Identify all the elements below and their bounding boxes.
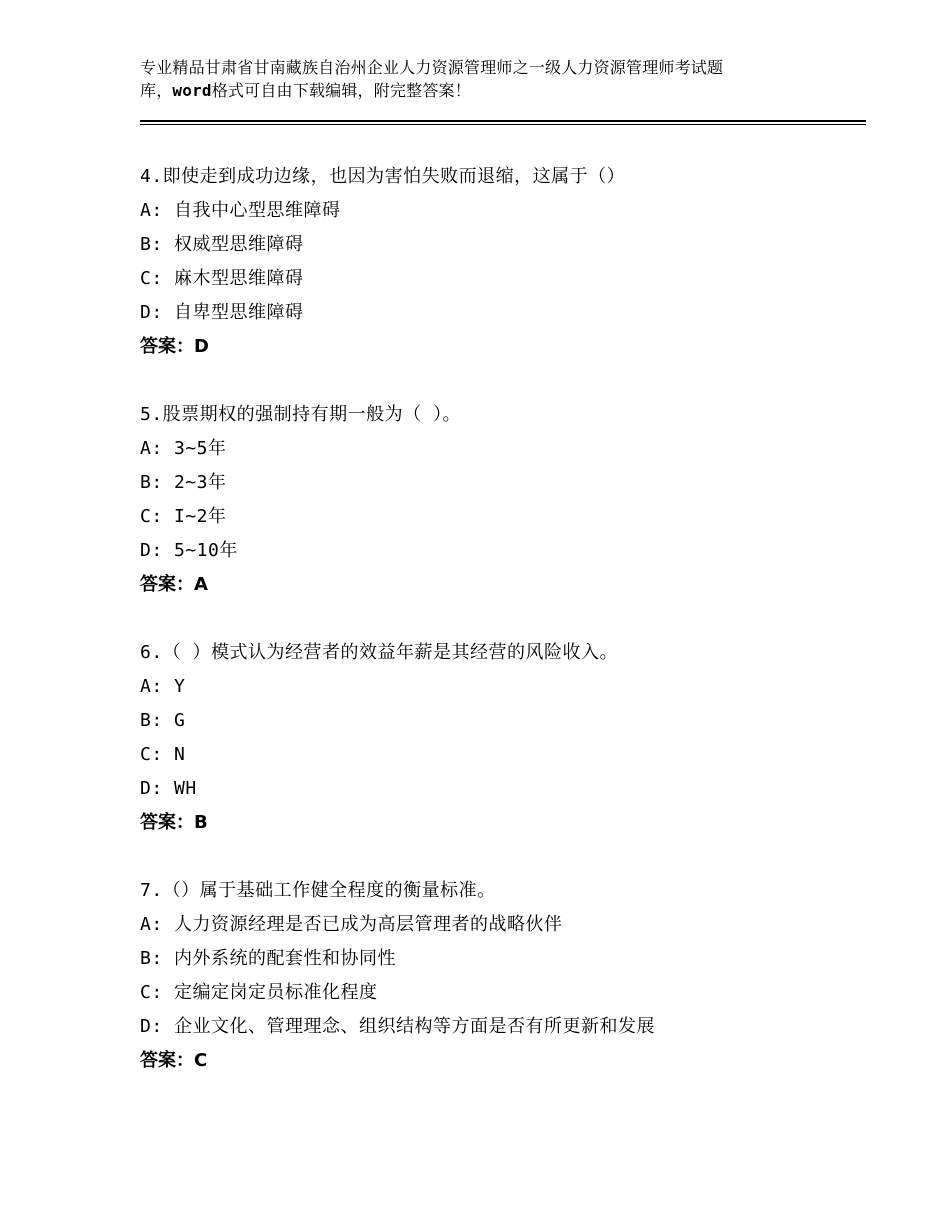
answer-key: 答案：A [140,574,208,595]
question-6 [140,636,880,840]
option-letter: C: [140,744,163,765]
option-letter: D: [140,778,163,799]
option-c [140,738,880,772]
option-letter: A: [140,200,163,221]
option-c [140,262,880,296]
option-a [140,194,880,228]
answer-key: 答案：D [140,336,209,357]
option-b [140,466,880,500]
option-letter: B: [140,234,163,255]
option-letter: D: [140,1016,163,1037]
option-text: 人力资源经理是否已成为高层管理者的战略伙伴 [174,914,563,935]
option-letter: B: [140,472,163,493]
question-stem: 4.即使走到成功边缘，也因为害怕失败而退缩，这属于（） [140,166,626,187]
option-letter: D: [140,302,163,323]
option-letter: A: [140,676,163,697]
header-divider-thin [140,124,866,125]
option-a [140,908,880,942]
option-c [140,976,880,1010]
option-text: Y [174,676,186,697]
option-b [140,942,880,976]
option-text: I~2年 [174,506,227,527]
header-line-1: 专业精品甘肃省甘南藏族自治州企业人力资源管理师之一级人力资源管理师考试题 [140,58,724,77]
header-line-2-prefix: 库， [140,81,173,100]
option-text: 3~5年 [174,438,227,459]
option-text: 内外系统的配套性和协同性 [174,948,396,969]
question-list [140,160,880,1112]
option-text: 2~3年 [174,472,227,493]
option-text: G [174,710,186,731]
question-stem: 7.（）属于基础工作健全程度的衡量标准。 [140,880,496,901]
question-stem: 5.股票期权的强制持有期一般为（ ）。 [140,404,462,425]
option-a [140,432,880,466]
question-stem: 6.（ ）模式认为经营者的效益年薪是其经营的风险收入。 [140,642,619,663]
option-text: 5~10年 [174,540,238,561]
option-letter: C: [140,268,163,289]
option-text: 企业文化、管理理念、组织结构等方面是否有所更新和发展 [174,1016,655,1037]
answer-key: 答案：B [140,812,208,833]
option-text: 定编定岗定员标准化程度 [174,982,378,1003]
option-d [140,772,880,806]
header-word-term: word [172,81,212,100]
option-letter: B: [140,710,163,731]
header-line-2-suffix: 格式可自由下载编辑，附完整答案！ [211,81,471,100]
option-c [140,500,880,534]
document-header [140,56,840,102]
question-7 [140,874,880,1078]
header-line-2 [140,79,840,102]
question-5 [140,398,880,602]
option-a [140,670,880,704]
option-text: 自我中心型思维障碍 [174,200,341,221]
option-letter: D: [140,540,163,561]
option-text: 麻木型思维障碍 [174,268,304,289]
option-letter: A: [140,914,163,935]
option-b [140,704,880,738]
header-divider-thick [140,120,866,122]
option-letter: B: [140,948,163,969]
option-text: 权威型思维障碍 [174,234,304,255]
option-letter: A: [140,438,163,459]
question-4 [140,160,880,364]
option-letter: C: [140,506,163,527]
option-b [140,228,880,262]
option-text: N [174,744,186,765]
option-d [140,534,880,568]
option-letter: C: [140,982,163,1003]
option-d [140,1010,880,1044]
option-text: 自卑型思维障碍 [174,302,304,323]
answer-key: 答案：C [140,1050,208,1071]
option-d [140,296,880,330]
option-text: WH [174,778,197,799]
